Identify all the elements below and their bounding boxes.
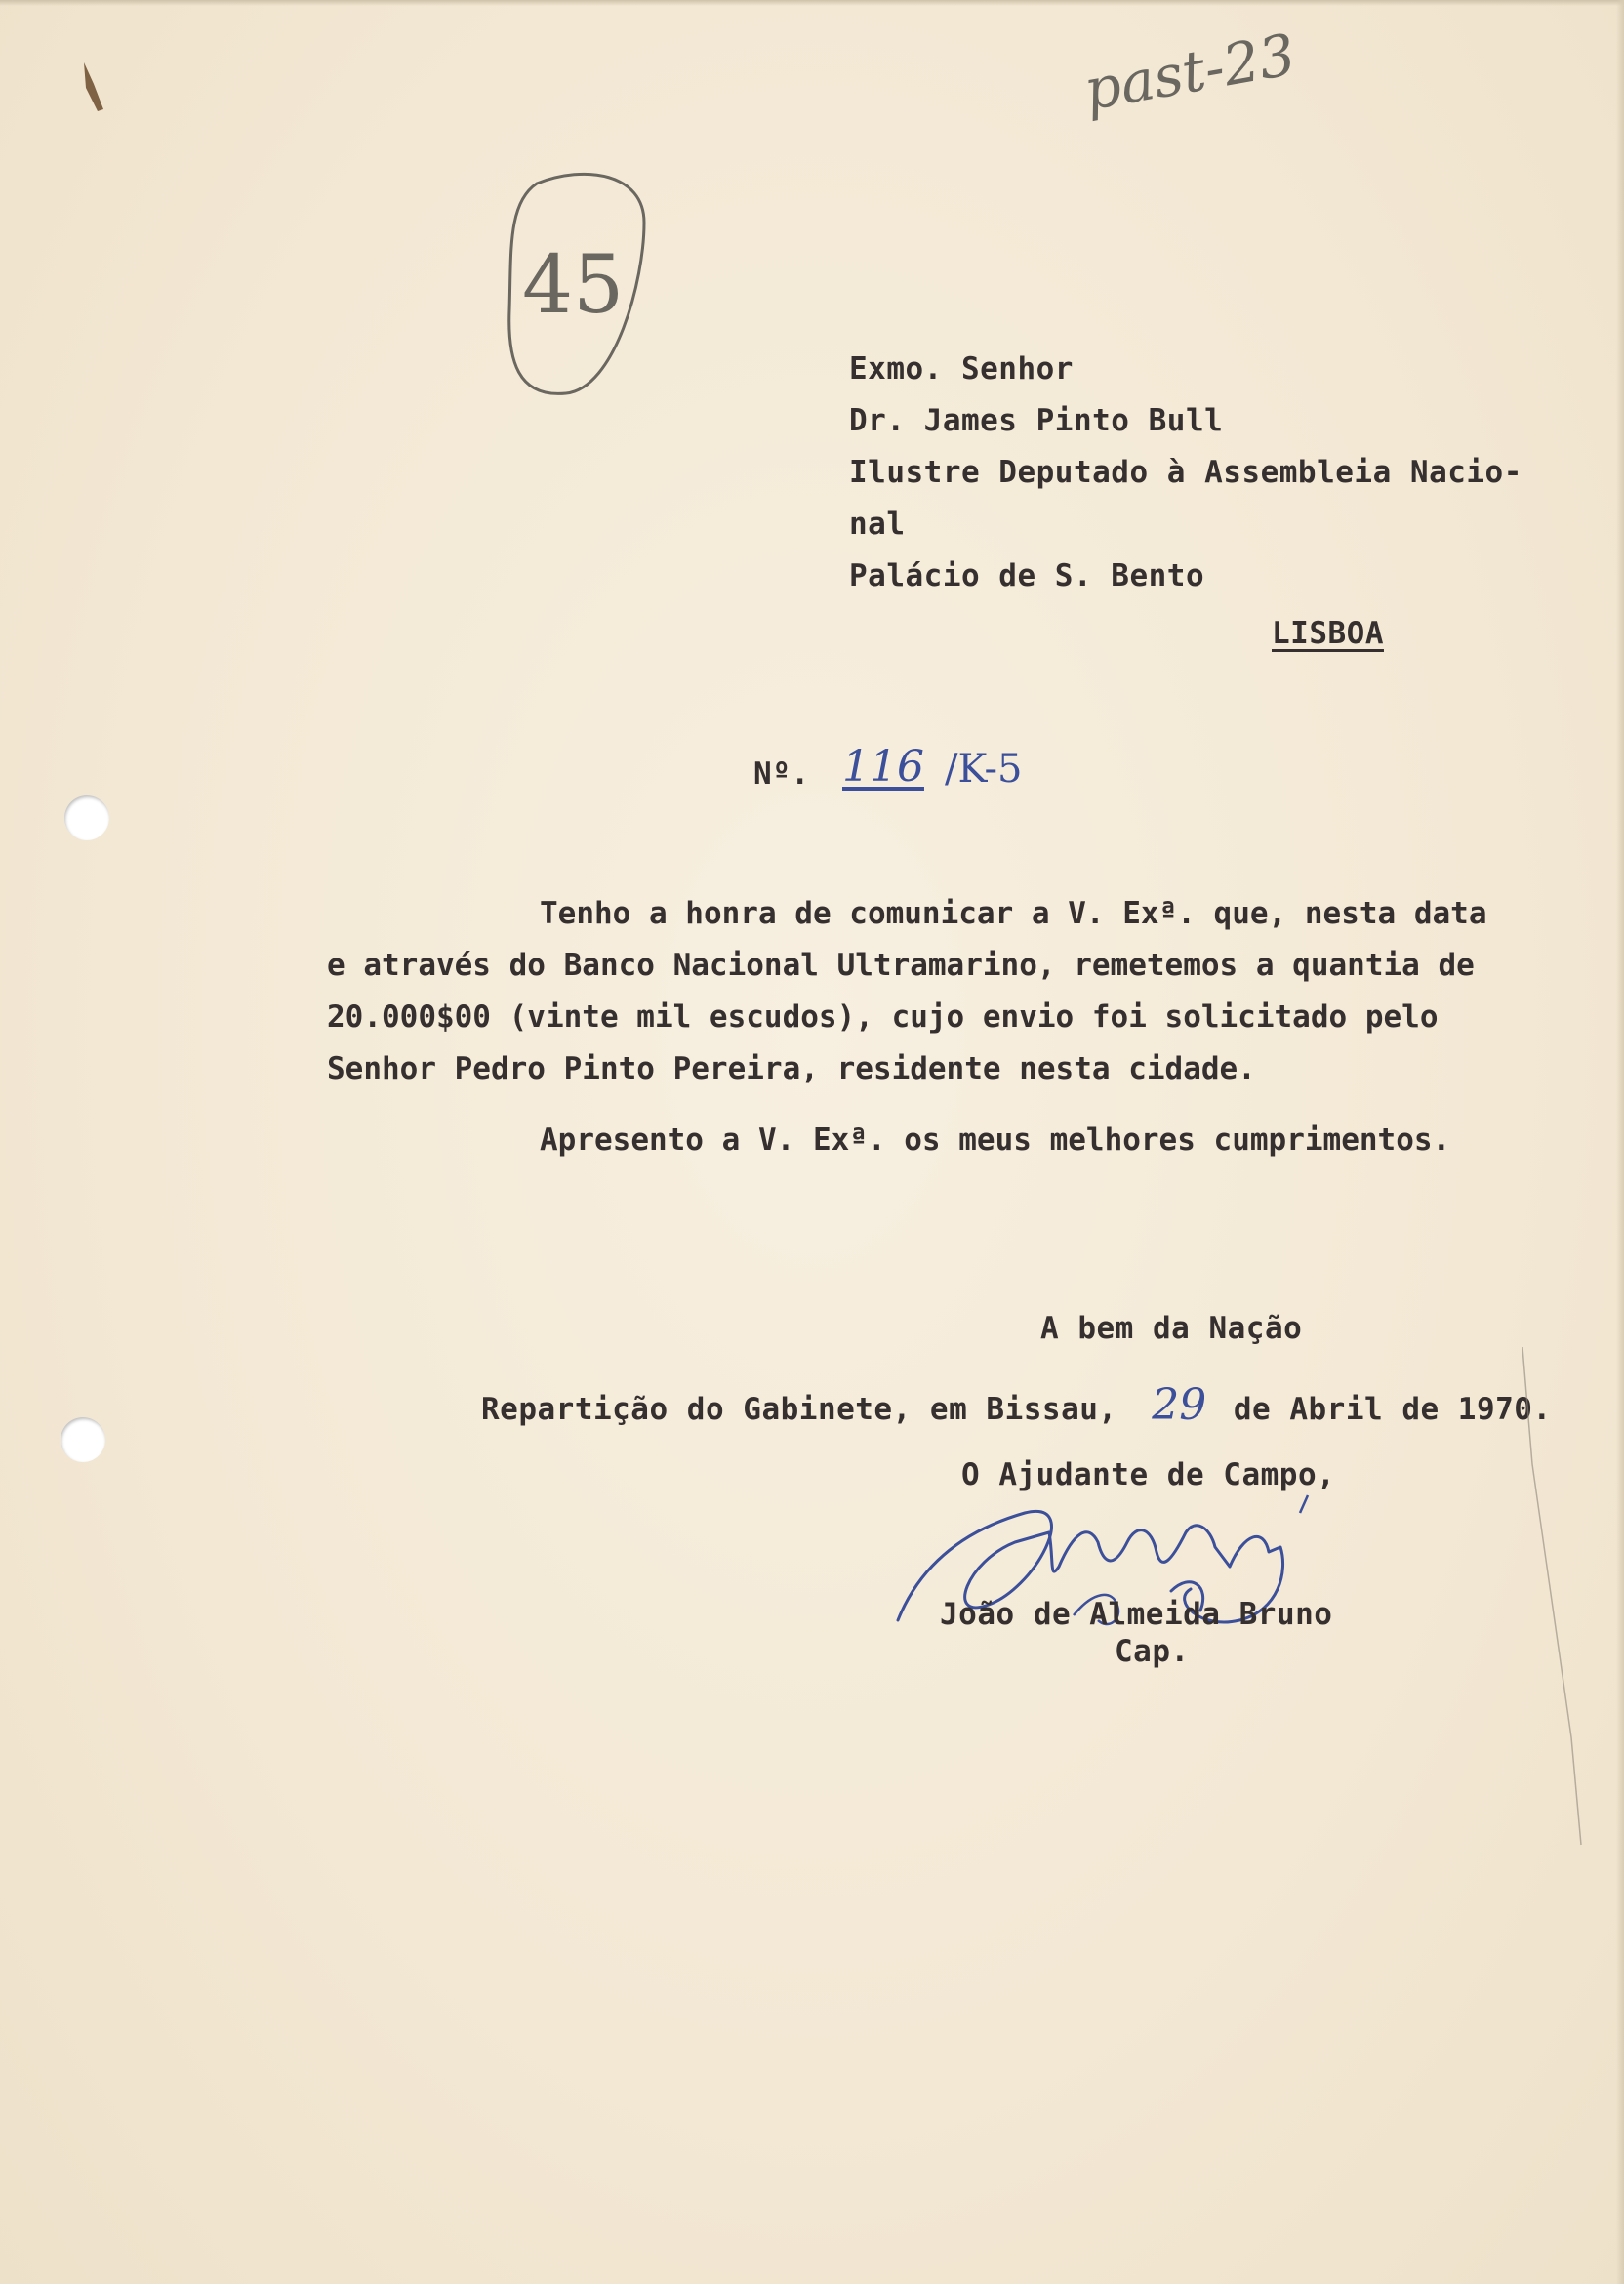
reference-number: 116 [842, 742, 924, 792]
page-top-edge [0, 0, 1624, 6]
reference-suffix: /K-5 [945, 747, 1023, 792]
punch-hole-top [64, 795, 109, 840]
punch-hole-bottom [61, 1417, 105, 1462]
body-line: Apresento a V. Exª. os meus melhores cumprimentos. [540, 1122, 1451, 1158]
body-line: Senhor Pedro Pinto Pereira, residente nesta cidade. [327, 1051, 1256, 1086]
place-date-start: Repartição do Gabinete, em Bissau, [481, 1392, 1117, 1427]
signatory-role: O Ajudante de Campo, [961, 1457, 1336, 1492]
body-paragraph-1 [327, 888, 1547, 1095]
signatory-name: João de Almeida Bruno [940, 1597, 1333, 1632]
body-paragraph-2 [327, 1115, 1547, 1166]
paper-crease [1513, 1347, 1591, 1855]
body-line: e através do Banco Nacional Ultramarino, remetemos a quantia de [327, 948, 1475, 983]
pencil-note-top: past-23 [1078, 20, 1301, 124]
stain-mark [76, 59, 115, 117]
address-building: Palácio de S. Bento [849, 558, 1205, 593]
place-date-line [481, 1380, 1552, 1430]
signatory-rank: Cap. [1115, 1634, 1190, 1669]
address-title: Ilustre Deputado à Assembleia Nacio- [849, 455, 1522, 490]
circled-number: 45 [522, 239, 625, 332]
body-line: Tenho a honra de comunicar a V. Exª. que, nesta data [540, 896, 1487, 931]
address-city: LISBOA [1272, 616, 1384, 651]
place-date-end: de Abril de 1970. [1233, 1392, 1552, 1427]
closing-motto: A bem da Nação [1040, 1311, 1303, 1346]
address-salutation: Exmo. Senhor [849, 351, 1074, 387]
page-right-edge [1616, 0, 1624, 2284]
date-day: 29 [1152, 1380, 1207, 1430]
address-title-continued: nal [849, 507, 906, 542]
reference-prefix: Nº. [753, 756, 810, 792]
address-name: Dr. James Pinto Bull [849, 403, 1224, 438]
body-line: 20.000$00 (vinte mil escudos), cujo envio foi solicitado pelo [327, 999, 1439, 1035]
